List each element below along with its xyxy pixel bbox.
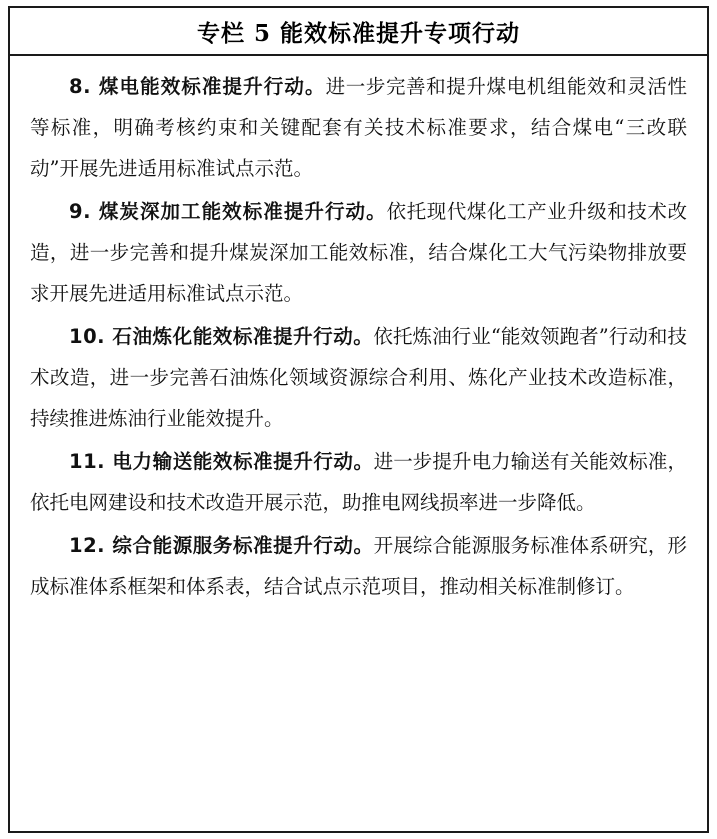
- paragraph: [30, 441, 687, 523]
- callout-body: [10, 56, 707, 607]
- paragraph-body: 进一步提升电力输送有关能效标准，依托电网建设和技术改造开展示范，助推电网线损率进一步降低。: [30, 450, 687, 514]
- paragraph-lead: 11. 电力输送能效标准提升行动。: [69, 450, 374, 473]
- paragraph-lead: 12. 综合能源服务标准提升行动。: [69, 534, 374, 557]
- page-title: 专栏 5 能效标准提升专项行动: [196, 19, 521, 47]
- paragraph-lead: 8. 煤电能效标准提升行动。: [69, 75, 326, 98]
- paragraph-body: 开展综合能源服务标准体系研究，形成标准体系框架和体系表，结合试点示范项目，推动相关标准制修订。: [30, 534, 687, 598]
- paragraph-lead: 10. 石油炼化能效标准提升行动。: [69, 325, 374, 348]
- paragraph: [30, 66, 687, 189]
- callout-title-bar: [10, 8, 707, 56]
- paragraph-body: 进一步完善和提升煤电机组能效和灵活性等标准，明确考核约束和关键配套有关技术标准要求，结合煤电“三改联动”开展先进适用标准试点示范。: [30, 75, 687, 180]
- callout-box: [8, 6, 709, 833]
- paragraph-lead: 9. 煤炭深加工能效标准提升行动。: [69, 200, 387, 223]
- paragraph-body: 依托现代煤化工产业升级和技术改造，进一步完善和提升煤炭深加工能效标准，结合煤化工大气污染物排放要求开展先进适用标准试点示范。: [30, 200, 687, 305]
- paragraph: [30, 191, 687, 314]
- paragraph: [30, 525, 687, 607]
- paragraph: [30, 316, 687, 439]
- paragraph-body: 依托炼油行业“能效领跑者”行动和技术改造，进一步完善石油炼化领域资源综合利用、炼化产业技术改造标准，持续推进炼油行业能效提升。: [30, 325, 687, 430]
